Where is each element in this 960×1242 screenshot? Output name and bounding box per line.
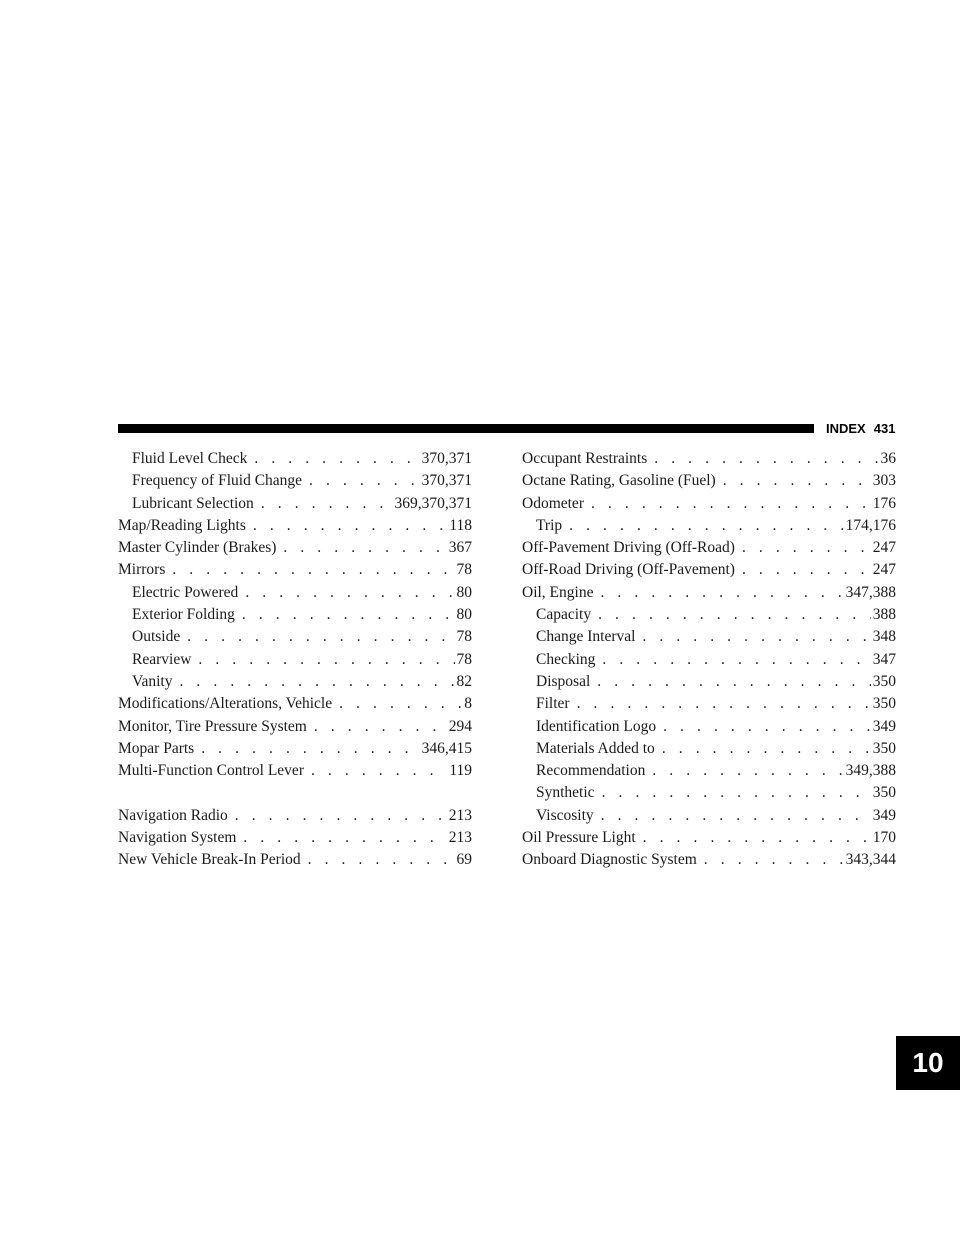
page-reference: 343,344 — [845, 851, 896, 869]
section-title: INDEX — [826, 421, 866, 436]
dot-leader — [308, 849, 455, 871]
dot-leader — [254, 448, 419, 470]
index-entry — [118, 738, 472, 760]
index-term: Disposal — [536, 672, 591, 690]
dot-leader — [643, 827, 871, 849]
page-reference: 174,176 — [845, 516, 896, 534]
index-term: Checking — [536, 650, 596, 668]
header-rule — [118, 424, 814, 433]
index-subentry — [118, 649, 472, 671]
page-reference: 247 — [872, 561, 896, 579]
dot-leader — [172, 559, 454, 581]
index-term: Octane Rating, Gasoline (Fuel) — [522, 472, 716, 490]
index-entry — [118, 559, 472, 581]
page-reference: 118 — [449, 516, 472, 534]
index-entry — [522, 537, 896, 559]
index-term: Identification Logo — [536, 717, 657, 735]
index-entry — [522, 559, 896, 581]
dot-leader — [245, 582, 454, 604]
index-term: Odometer — [522, 494, 584, 512]
index-column-right — [522, 448, 896, 872]
index-term: Mirrors — [118, 561, 166, 579]
index-entry — [118, 760, 472, 782]
index-entry — [118, 515, 472, 537]
index-subentry — [522, 626, 896, 648]
index-term: Off-Road Driving (Off-Pavement) — [522, 561, 735, 579]
index-term: Capacity — [536, 606, 592, 624]
index-term: Master Cylinder (Brakes) — [118, 539, 277, 557]
index-term: Frequency of Fluid Change — [132, 472, 303, 490]
index-term: Synthetic — [536, 784, 595, 802]
index-subentry — [522, 782, 896, 804]
chapter-tab: 10 — [896, 1036, 960, 1090]
page-reference: 350 — [872, 695, 896, 713]
index-term: Oil Pressure Light — [522, 829, 636, 847]
index-term: Fluid Level Check — [132, 450, 248, 467]
page-reference: 349 — [872, 717, 896, 735]
index-entry — [118, 537, 472, 559]
page-reference: 349 — [872, 806, 896, 824]
index-entry — [118, 849, 472, 871]
index-term: Exterior Folding — [132, 606, 235, 624]
dot-leader — [198, 649, 454, 671]
page-reference: 80 — [456, 606, 472, 624]
dot-leader — [654, 448, 878, 470]
index-subentry — [522, 693, 896, 715]
dot-leader — [602, 649, 870, 671]
page-reference: 303 — [872, 472, 896, 490]
index-subentry — [118, 671, 472, 693]
index-entry — [522, 582, 896, 604]
index-subentry — [522, 738, 896, 760]
page-reference: 370,371 — [421, 472, 472, 490]
page-reference: 119 — [449, 762, 472, 780]
index-term: Lubricant Selection — [132, 494, 254, 512]
index-subentry — [522, 604, 896, 626]
page-reference: 350 — [872, 739, 896, 757]
dot-leader — [309, 470, 420, 492]
index-term: Vanity — [132, 672, 173, 690]
page-reference: 82 — [456, 672, 472, 690]
index-subentry — [118, 604, 472, 626]
index-subentry — [522, 515, 896, 537]
index-subentry — [118, 626, 472, 648]
dot-leader — [201, 738, 419, 760]
index-subentry — [118, 582, 472, 604]
dot-leader — [243, 827, 446, 849]
index-term: New Vehicle Break-In Period — [118, 851, 301, 869]
index-term: Navigation System — [118, 829, 237, 847]
dot-leader — [261, 493, 393, 515]
index-term: Viscosity — [536, 806, 594, 824]
page-number: 431 — [873, 421, 896, 436]
index-term: Change Interval — [536, 628, 636, 646]
page-reference: 78 — [456, 650, 472, 668]
dot-leader — [742, 559, 871, 581]
index-entry — [522, 448, 896, 470]
page-reference: 176 — [872, 494, 896, 512]
index-subentry — [522, 716, 896, 738]
page-reference: 247 — [872, 539, 896, 557]
dot-leader — [187, 626, 454, 648]
index-term: Occupant Restraints — [522, 450, 648, 467]
index-spacer — [118, 782, 472, 804]
page-reference: 80 — [456, 583, 472, 601]
index-subentry — [118, 470, 472, 492]
dot-leader — [601, 805, 871, 827]
page-reference: 369,370,371 — [394, 494, 472, 512]
index-subentry — [118, 493, 472, 515]
page-reference: 367 — [448, 539, 472, 557]
page-reference: 350 — [872, 784, 896, 802]
index-term: Map/Reading Lights — [118, 516, 246, 534]
dot-leader — [283, 537, 446, 559]
index-term: Multi-Function Control Lever — [118, 762, 304, 780]
page-reference: 213 — [448, 806, 472, 824]
index-entry — [522, 827, 896, 849]
dot-leader — [242, 604, 455, 626]
dot-leader — [742, 537, 871, 559]
index-subentry — [522, 671, 896, 693]
dot-leader — [569, 515, 843, 537]
dot-leader — [642, 626, 870, 648]
index-term: Modifications/Alterations, Vehicle — [118, 695, 333, 713]
index-term: Electric Powered — [132, 583, 239, 601]
index-term: Off-Pavement Driving (Off-Road) — [522, 539, 735, 557]
dot-leader — [602, 782, 871, 804]
index-subentry — [522, 760, 896, 782]
dot-leader — [663, 716, 871, 738]
page-reference: 347 — [872, 650, 896, 668]
index-term: Rearview — [132, 650, 192, 668]
page-reference: 294 — [448, 717, 472, 735]
dot-leader — [339, 693, 462, 715]
index-term: Recommendation — [536, 762, 646, 780]
index-subentry — [118, 448, 472, 470]
index-subentry — [522, 649, 896, 671]
index-subentry — [522, 805, 896, 827]
page-reference: 78 — [456, 628, 472, 646]
page-reference: 346,415 — [421, 739, 472, 757]
dot-leader — [652, 760, 843, 782]
index-term: Trip — [536, 516, 563, 534]
index-column-left — [118, 448, 472, 872]
index-entry — [118, 693, 472, 715]
page-reference: 69 — [456, 851, 472, 869]
index-term: Navigation Radio — [118, 806, 228, 824]
page-reference: 350 — [872, 672, 896, 690]
page-reference: 8 — [464, 695, 472, 713]
index-entry — [522, 470, 896, 492]
page-reference: 348 — [872, 628, 896, 646]
dot-leader — [577, 693, 871, 715]
index-entry — [118, 716, 472, 738]
dot-leader — [314, 716, 447, 738]
index-term: Onboard Diagnostic System — [522, 851, 697, 869]
dot-leader — [704, 849, 844, 871]
dot-leader — [598, 604, 871, 626]
page-reference: 213 — [448, 829, 472, 847]
page-reference: 170 — [872, 829, 896, 847]
page-reference: 78 — [456, 561, 472, 579]
index-term: Filter — [536, 695, 570, 713]
page-reference: 388 — [872, 606, 896, 624]
index-entry — [522, 493, 896, 515]
dot-leader — [662, 738, 871, 760]
dot-leader — [597, 671, 871, 693]
page-reference: 370,371 — [421, 450, 472, 467]
index-entry — [118, 805, 472, 827]
index-term: Outside — [132, 628, 181, 646]
index-term: Mopar Parts — [118, 739, 195, 757]
dot-leader — [723, 470, 871, 492]
index-term: Materials Added to — [536, 739, 655, 757]
page-reference: 347,388 — [845, 583, 896, 601]
dot-leader — [600, 582, 843, 604]
dot-leader — [253, 515, 447, 537]
index-term: Oil, Engine — [522, 583, 594, 601]
index-term: Monitor, Tire Pressure System — [118, 717, 307, 735]
dot-leader — [235, 805, 447, 827]
dot-leader — [591, 493, 871, 515]
page-reference: 349,388 — [845, 762, 896, 780]
index-entry — [118, 827, 472, 849]
running-header — [826, 421, 895, 436]
dot-leader — [311, 760, 447, 782]
dot-leader — [179, 671, 454, 693]
index-entry — [522, 849, 896, 871]
page-reference: 36 — [880, 450, 896, 467]
